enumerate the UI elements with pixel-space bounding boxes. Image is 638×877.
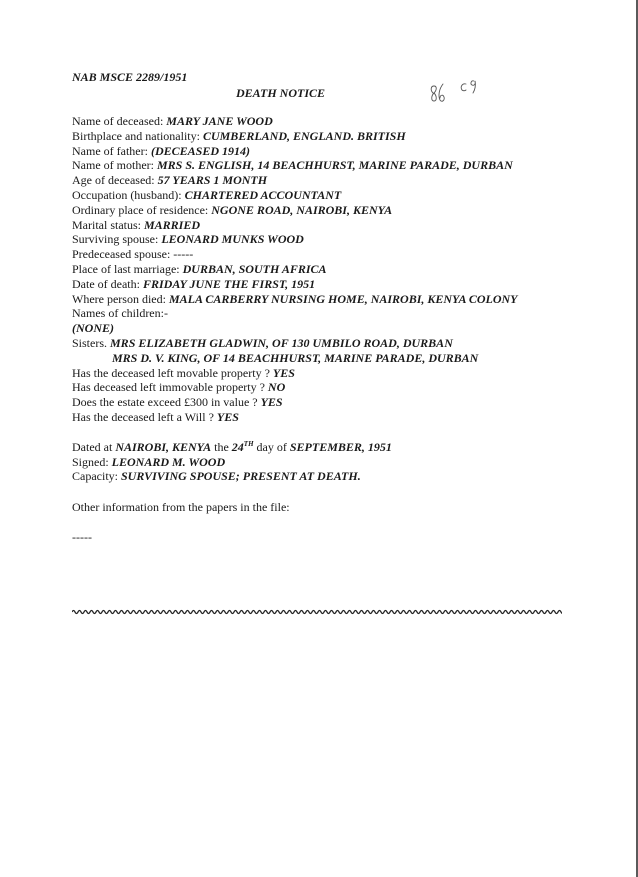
field-death-place: Where person died: MALA CARBERRY NURSING HOME, NAIROBI, KENYA COLONY [72,291,518,306]
dashes: ----- [72,529,92,544]
field-marital-status: Marital status: MARRIED [72,217,201,232]
handwritten-note [428,76,488,112]
field-birthplace: Birthplace and nationality: CUMBERLAND, ENGLAND. BRITISH [72,128,406,143]
field-marriage-place: Place of last marriage: DURBAN, SOUTH AFRICA [72,261,327,276]
reference-number: NAB MSCE 2289/1951 [72,70,188,84]
notice-body [72,114,592,545]
field-predeceased-spouse: Predeceased spouse: ----- [72,247,194,262]
dated-line: Dated at NAIROBI, KENYA the 24TH day of SEPTEMBER, 1951 [72,439,392,454]
field-age: Age of deceased: 57 YEARS 1 MONTH [72,173,268,188]
field-occupation: Occupation (husband): CHARTERED ACCOUNTANT [72,187,342,202]
signed-line: Signed: LEONARD M. WOOD [72,454,226,469]
field-name: Name of deceased: MARY JANE WOOD [72,114,273,128]
spacer [72,515,592,530]
wavy-divider [72,607,562,617]
field-children-label: Names of children:- [72,306,168,321]
field-surviving-spouse: Surviving spouse: LEONARD MUNKS WOOD [72,232,304,247]
field-sister-2: MRS D. V. KING, OF 14 BEACHHURST, MARINE PARADE, DURBAN [112,350,479,365]
field-children-value: (NONE) [72,321,114,336]
document-title: DEATH NOTICE [236,86,326,100]
field-death-date: Date of death: FRIDAY JUNE THE FIRST, 1951 [72,276,316,291]
spacer [72,484,592,500]
field-mother: Name of mother: MRS S. ENGLISH, 14 BEACHHURST, MARINE PARADE, DURBAN [72,158,513,173]
capacity-line: Capacity: SURVIVING SPOUSE; PRESENT AT DEATH. [72,469,361,484]
spacer [72,425,592,440]
field-will: Has the deceased left a Will ? YES [72,409,239,424]
field-immovable-property: Has deceased left immovable property ? NO [72,380,286,395]
field-father: Name of father: (DECEASED 1914) [72,143,250,158]
field-estate-value: Does the estate exceed £300 in value ? YES [72,395,283,410]
field-residence: Ordinary place of residence: NGONE ROAD, NAIROBI, KENYA [72,202,393,217]
field-sister-1: Sisters. MRS ELIZABETH GLADWIN, OF 130 UMBILO ROAD, DURBAN [72,335,453,350]
field-movable-property: Has the deceased left movable property ? YES [72,365,295,380]
other-information-label: Other information from the papers in the file: [72,500,290,515]
